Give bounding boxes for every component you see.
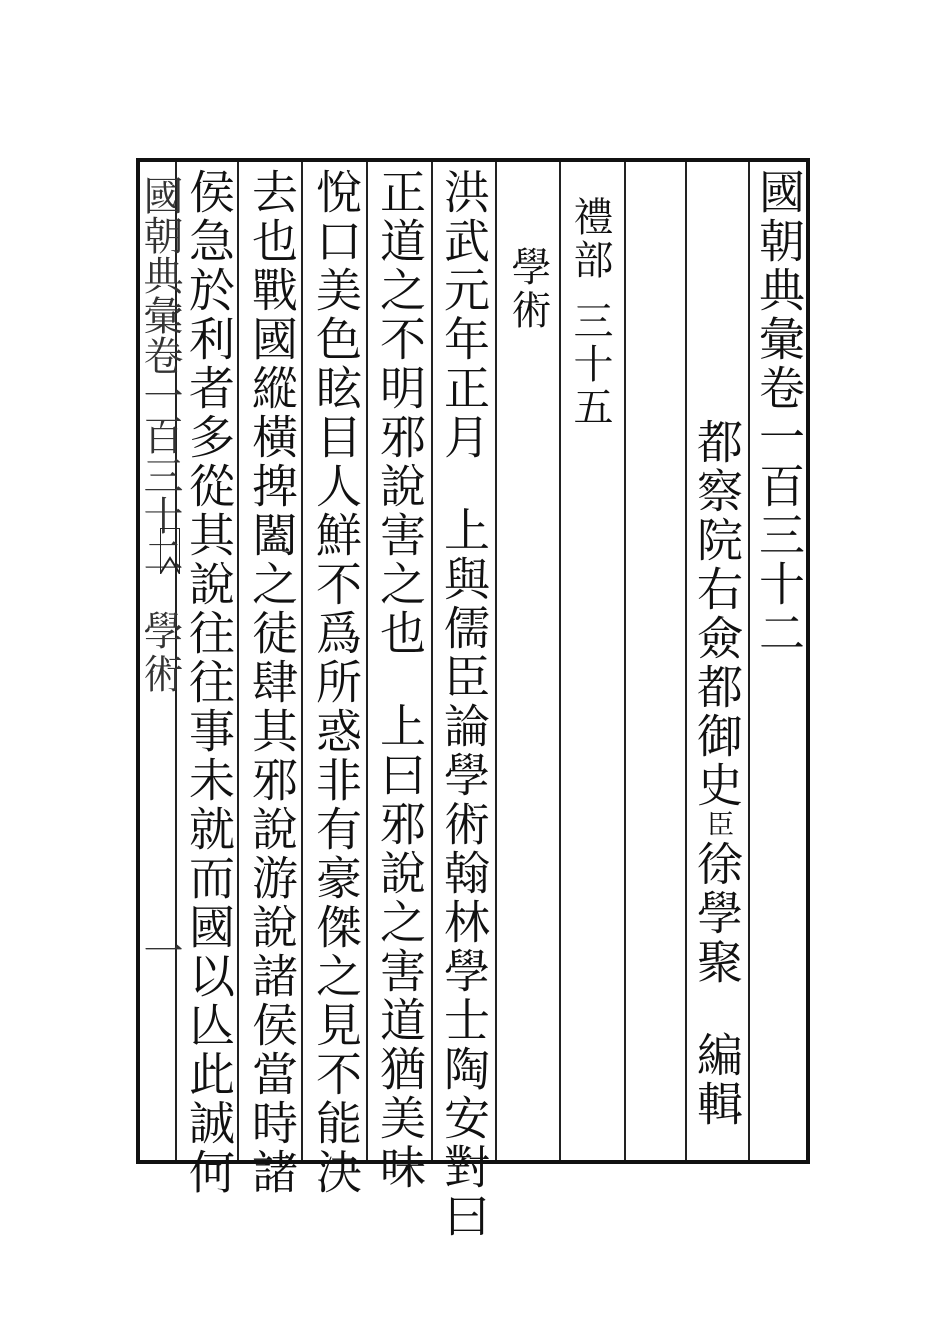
ministry-line xyxy=(567,196,613,429)
compiler-minister: 臣 xyxy=(702,810,733,840)
column-rule xyxy=(559,162,561,1160)
column-rule xyxy=(366,162,368,1160)
body-line-1-text: 上與儒臣論學術翰林學士陶安對曰 xyxy=(437,506,491,1241)
column-rule xyxy=(685,162,687,1160)
compiler-role: 編輯 xyxy=(690,1031,744,1129)
compiler-office: 都察院右僉都御史 xyxy=(690,418,744,810)
ministry-name: 禮部 xyxy=(567,196,613,282)
body-line-2-b: 上曰邪說之害道猶美味 xyxy=(373,702,427,1192)
column-rule xyxy=(237,162,239,1160)
body-line-2 xyxy=(373,168,427,1192)
body-line-4: 去也戰國縱橫捭闔之徒肆其邪說游說諸侯當時諸 xyxy=(245,168,299,1197)
margin-page-number: 一 xyxy=(137,930,183,973)
column-rule xyxy=(748,162,750,1160)
column-rule xyxy=(301,162,303,1160)
margin-book-title: 國朝典彙卷一百三十二 xyxy=(137,175,183,575)
margin-section-title: 學術 xyxy=(137,610,183,696)
body-line-2-a: 正道之不明邪說害之也 xyxy=(373,168,427,658)
column-rule xyxy=(495,162,497,1160)
body-line-3: 悅口美色眩目人鮮不爲所惑非有豪傑之見不能決 xyxy=(309,168,363,1197)
section-heading: 學術 xyxy=(505,246,551,332)
body-line-5: 侯急於利者多從其說往往事未就而國以亾此誠何 xyxy=(182,168,236,1197)
body-date: 洪武元年正月 xyxy=(437,168,491,462)
column-rule xyxy=(431,162,433,1160)
fishtail-mark-icon xyxy=(160,528,180,574)
ministry-number: 三十五 xyxy=(567,300,613,429)
compiler-name: 徐學聚 xyxy=(690,840,744,987)
body-line-1 xyxy=(437,168,491,1241)
volume-title: 國朝典彙卷一百三十二 xyxy=(752,168,806,658)
column-rule xyxy=(624,162,626,1160)
compiler-line xyxy=(690,418,744,1129)
